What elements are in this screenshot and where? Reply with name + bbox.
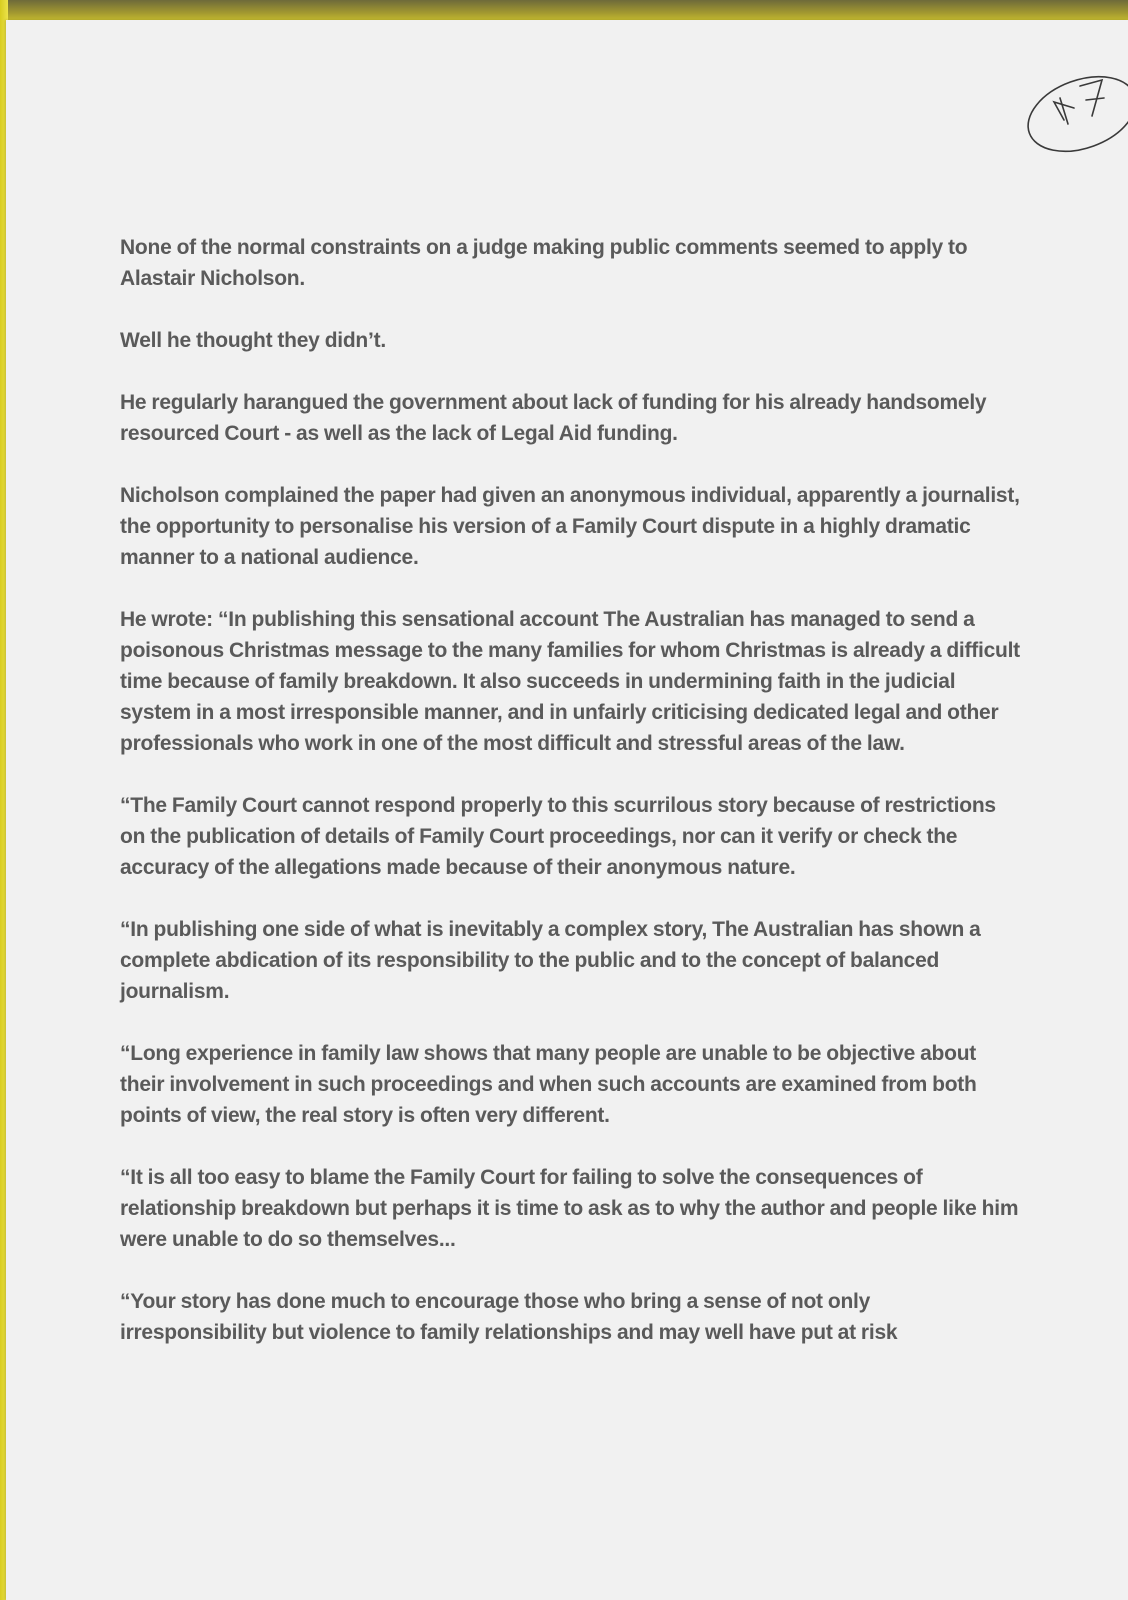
paragraph: “In publishing one side of what is inevitably a complex story, The Australian has shown a complete abdication of its responsibility to the public and to the concept of balanced journalism. — [120, 918, 981, 1003]
paragraph: “Long experience in family law shows that many people are unable to be objective about their involvement in such proceedings and when such accounts are examined from both points of view, the real story is often very different. — [120, 1042, 977, 1127]
paragraph: Well he thought they didn’t. — [120, 329, 386, 352]
paragraph: “It is all too easy to blame the Family Court for failing to solve the consequences of relationship breakdown but perhaps it is time to ask as to why the author and people like him were unable to do so themselves... — [120, 1166, 1019, 1251]
handwritten-page-number — [1018, 58, 1128, 162]
paragraph: He regularly harangued the government about lack of funding for his already handsomely resourced Court - as well as the lack of Legal Aid funding. — [120, 391, 987, 445]
article-body — [120, 232, 1020, 1379]
paragraph: “Your story has done much to encourage those who bring a sense of not only irresponsibility but violence to family relationships and may well have put at risk — [120, 1290, 898, 1344]
paragraph: He wrote: “In publishing this sensational account The Australian has managed to send a poisonous Christmas message to the many families for whom Christmas is already a difficult time because of family breakdown. It also succeeds in undermining faith in the judicial system in a most irresponsible manner, and in unfairly criticising dedicated legal and other professionals who work in one of the most difficult and stressful areas of the law. — [120, 608, 1020, 755]
paragraph: None of the normal constraints on a judge making public comments seemed to apply to Alastair Nicholson. — [120, 236, 968, 290]
document-page — [6, 20, 1128, 1600]
paragraph: Nicholson complained the paper had given an anonymous individual, apparently a journalist, the opportunity to personalise his version of a Family Court dispute in a highly dramatic manner to a national audience. — [120, 484, 1020, 569]
paragraph: “The Family Court cannot respond properly to this scurrilous story because of restrictions on the publication of details of Family Court proceedings, nor can it verify or check the accuracy of the allegations made because of their anonymous nature. — [120, 794, 996, 879]
scanner-top-edge — [0, 0, 1128, 22]
